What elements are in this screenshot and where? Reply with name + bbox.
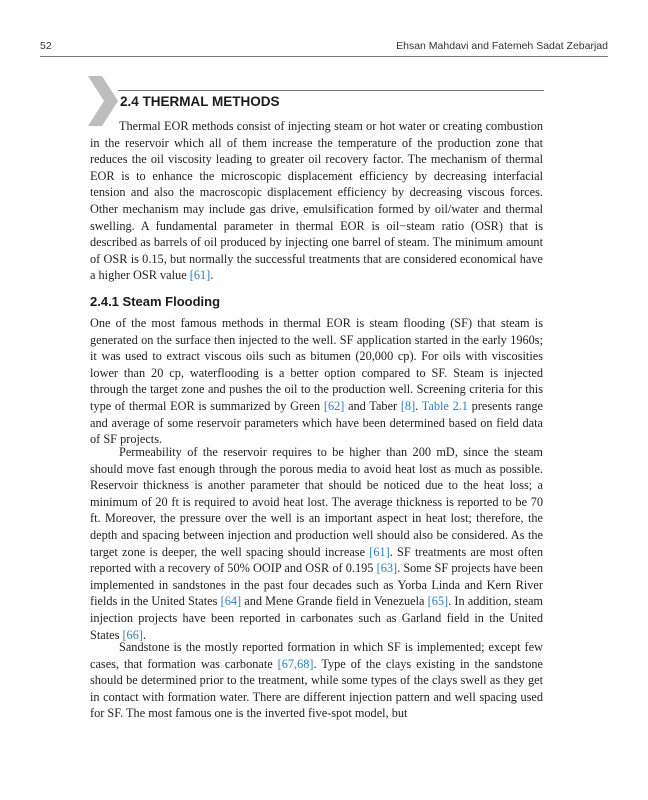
text-run: .	[415, 398, 422, 413]
text-run: presents range and average of some reservoir parameters which have been determined based on field data of SF projects.	[90, 398, 543, 447]
text-run: Permeability of the reservoir requires to be higher than 200 mD, since the steam should move fast enough through the porous media to avoid heat lost as much as possible. Reservoir thickness is another parameter that should be noticed due to the heat loss; a minimum of 20 ft is required to avoid heat lost. The average thickness is reported to be 70 ft. Moreover, the pressure over the well is an important aspect in heat lost; therefore, the depth and spacing between injection and production well should also be considered. As the target zone is deeper, the well spacing should increase	[90, 445, 543, 559]
citation-link[interactable]: [63]	[376, 561, 398, 576]
steam-flooding-paragraph-2	[90, 444, 543, 643]
text-run: . SF treatments are most often reported with a recovery of 50% OOIP and OSR of 0.195	[90, 544, 543, 576]
text-run: Sandstone is the mostly reported formation in which SF is implemented; except few cases, that formation was carbonate	[90, 640, 543, 671]
running-head	[40, 40, 608, 57]
section-intro-paragraph	[90, 118, 543, 284]
section-rule	[118, 90, 544, 91]
page-number: 52	[40, 40, 52, 52]
citation-link[interactable]: [67,68]	[277, 656, 314, 671]
citation-link[interactable]: [64]	[220, 594, 242, 609]
text-run: and Mene Grande field in Venezuela	[241, 594, 428, 609]
text-run: and Taber	[344, 398, 401, 413]
steam-flooding-paragraph-3	[90, 639, 543, 722]
section-heading: 2.4 THERMAL METHODS	[120, 94, 280, 109]
table-link[interactable]: Table 2.1	[421, 398, 468, 413]
citation-link[interactable]: [61]	[189, 268, 211, 283]
running-head-authors: Ehsan Mahdavi and Fatemeh Sadat Zebarjad	[396, 40, 608, 52]
citation-link[interactable]: [62]	[323, 398, 345, 413]
subsection-heading: 2.4.1 Steam Flooding	[90, 294, 221, 309]
citation-link[interactable]: [66]	[122, 627, 143, 642]
citation-link[interactable]: [61]	[369, 544, 390, 559]
text-run: .	[210, 268, 214, 283]
text-run: . Type of the clays existing in the sandstone should be determined prior to the treatment, while some types of the clays swell as they get in contact with formation water. There are different injection pattern and well spacing used for SF. The most famous one is the inverted five-spot model, but	[90, 656, 543, 721]
text-run: . In addition, steam injection projects have been reported in carbonates such as Garland field in the United States	[90, 594, 543, 642]
text-run: . Some SF projects have been implemented in sandstones in the past four decades such as Yorba Linda and Kern River fields in the United States	[90, 561, 543, 609]
text-run: .	[142, 627, 147, 642]
citation-link[interactable]: [8]	[400, 398, 416, 413]
text-run: Thermal EOR methods consist of injecting steam or hot water or creating combustion in the reservoir which all of them increase the temperature of the production zone that reduces the oil viscosity leading to greater oil recovery factor. The mechanism of thermal EOR is to enhance the microscopic displacement efficiency by decreasing interfacial tension and also the macroscopic displacement efficiency by decreasing viscous forces. Other mechanism may include gas drive, emulsification formed by oil/water and thermal swelling. A fundamental parameter in thermal EOR is oil−steam ratio (OSR) that is described as barrels of oil produced by injecting one barrel of steam. The minimum amount of OSR is 0.15, but normally the successful treatments that are considered economical have a higher OSR value	[90, 119, 543, 283]
text-run: One of the most famous methods in thermal EOR is steam flooding (SF) that steam is generated on the surface then injected to the well. SF application started in the early 1960s; it was used to extract viscous oils such as bitumen (20,000 cp). For oils with viscosities lower than 20 cp, waterflooding is a better option compared to SF. Steam is injected through the target zone and pushes the oil to the production well. Screening criteria for this type of thermal EOR is summarized by Green	[90, 316, 543, 413]
citation-link[interactable]: [65]	[427, 594, 449, 609]
steam-flooding-paragraph-1	[90, 315, 543, 448]
